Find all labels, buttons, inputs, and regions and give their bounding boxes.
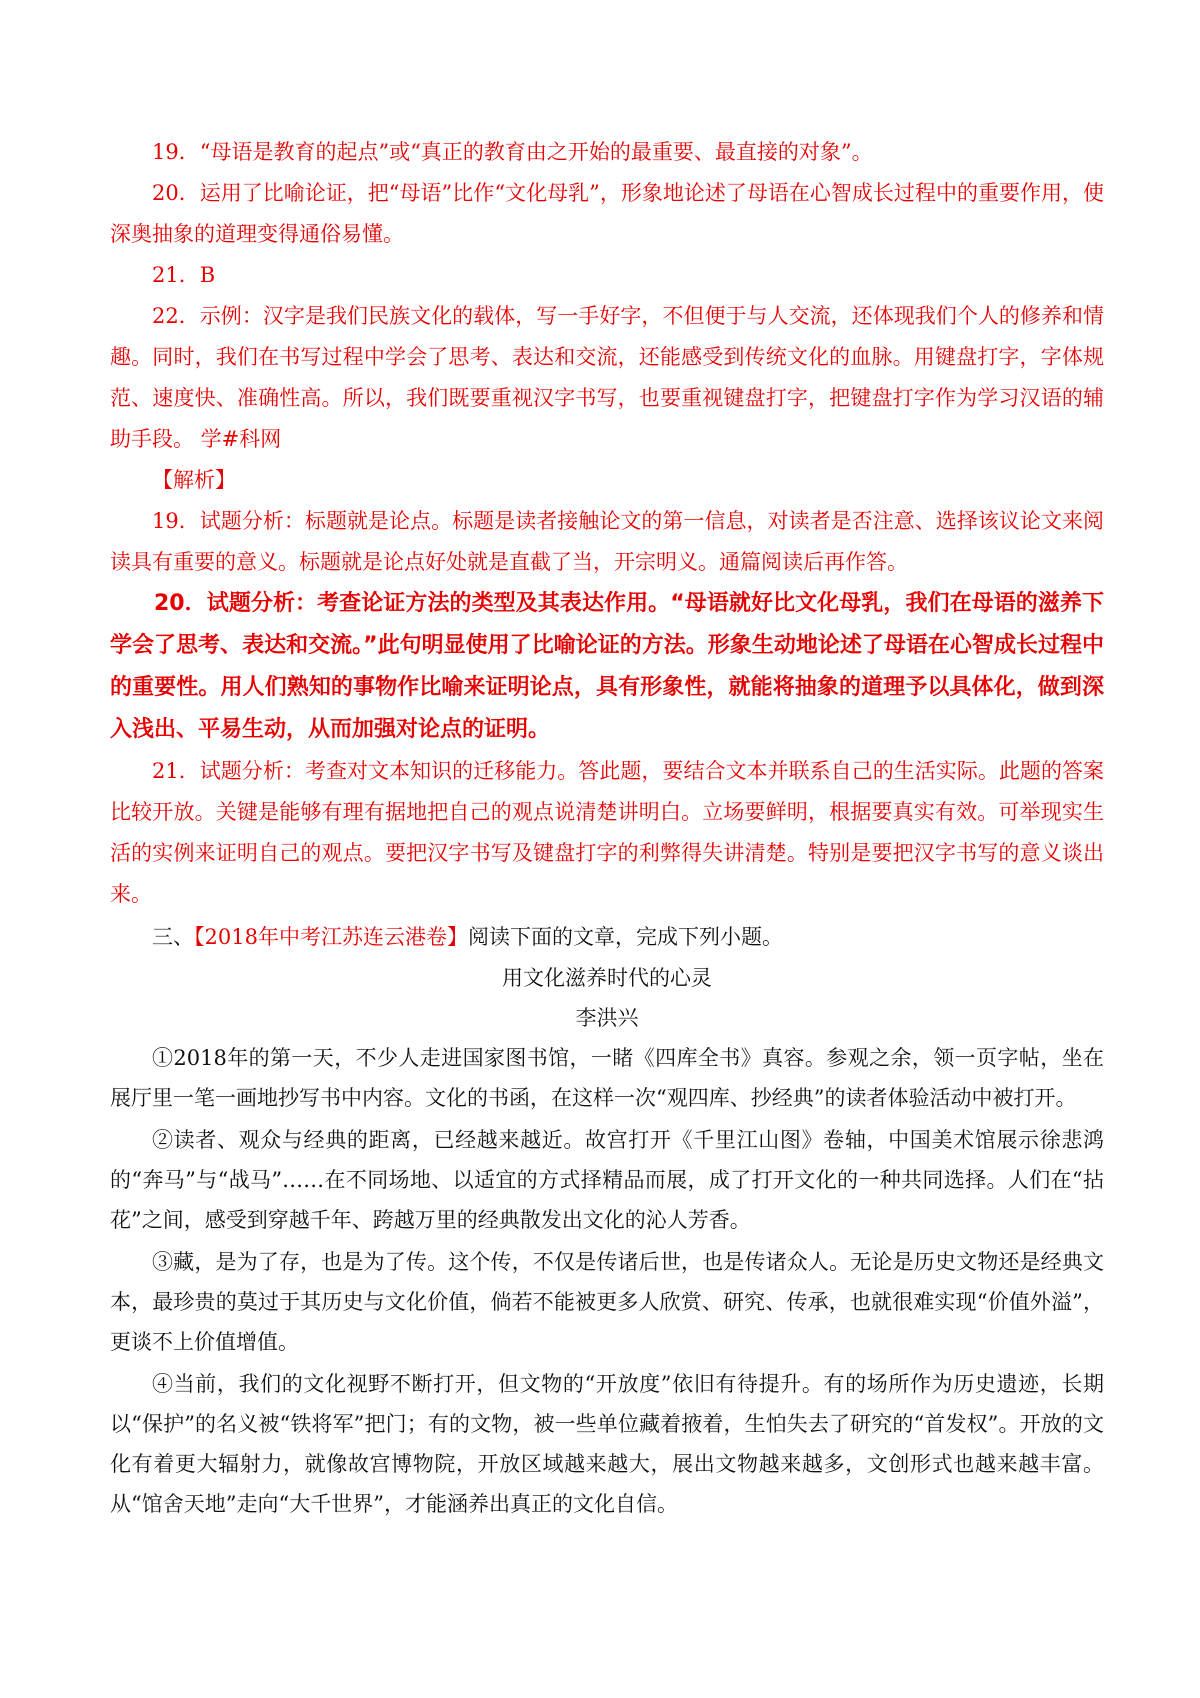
section-3-heading bbox=[110, 917, 1104, 958]
section-3-instruction: 阅读下面的文章，完成下列小题。 bbox=[467, 925, 783, 949]
section-3-prefix: 三、 bbox=[152, 925, 194, 949]
essay-paragraph-1: ①2018年的第一天，不少人走进国家图书馆，一睹《四库全书》真容。参观之余，领一页字帖，坐在展厅里一笔一画地抄写书中内容。文化的书函，在这样一次“观四库、抄经典”的读者体验活动中被打开。 bbox=[110, 1046, 1104, 1110]
analysis-label: 【解析】 bbox=[152, 468, 236, 492]
essay-paragraph-4: ④当前，我们的文化视野不断打开，但文物的“开放度”依旧有待提升。有的场所作为历史遗迹，长期以“保护”的名义被“铁将军”把门；有的文物，被一些单位藏着掖着，生怕失去了研究的“首发权”。开放的文化有着更大辐射力，就像故宫博物院，开放区域越来越大，展出文物越来越多，文创形式也越来越丰富。从“馆舍天地”走向“大千世界”，才能涵养出真正的文化自信。 bbox=[110, 1372, 1104, 1516]
essay-paragraph-3: ③藏，是为了存，也是为了传。这个传，不仅是传诸后世，也是传诸众人。无论是历史文物还是经典文本，最珍贵的莫过于其历史与文化价值，倘若不能被更多人欣赏、研究、传承，也就很难实现“价值外溢”，更谈不上价值增值。 bbox=[110, 1250, 1104, 1354]
answer-19: 19．“母语是教育的起点”或“真正的教育由之开始的最重要、最直接的对象”。 bbox=[152, 140, 873, 164]
essay-author: 李洪兴 bbox=[575, 1006, 639, 1030]
answer-20: 20．运用了比喻论证，把“母语”比作“文化母乳”，形象地论述了母语在心智成长过程中的重要作用，使深奥抽象的道理变得通俗易懂。 bbox=[110, 181, 1104, 246]
answer-22: 22．示例：汉字是我们民族文化的载体，写一手好字，不但便于与人交流，还体现我们个人的修养和情趣。同时，我们在书写过程中学会了思考、表达和交流，还能感受到传统文化的血脉。用键盘打字，字体规范、速度快、准确性高。所以，我们既要重视汉字书写，也要重视键盘打字，把键盘打字作为学习汉语的辅助手段。 学#科网 bbox=[110, 304, 1104, 451]
essay-title: 用文化滋养时代的心灵 bbox=[502, 966, 712, 990]
essay bbox=[110, 958, 1104, 1524]
analysis-21: 21．试题分析：考查对文本知识的迁移能力。答此题，要结合文本并联系自己的生活实际。此题的答案比较开放。关键是能够有理有据地把自己的观点说清楚讲明白。立场要鲜明，根据要真实有效。可举现实生活的实例来证明自己的观点。要把汉字书写及键盘打字的利弊得失讲清楚。特别是要把汉字书写的意义谈出来。 bbox=[110, 759, 1104, 906]
analysis-20: 20．试题分析：考查论证方法的类型及其表达作用。“母语就好比文化母乳，我们在母语的滋养下学会了思考、表达和交流。”此句明显使用了比喻论证的方法。形象生动地论述了母语在心智成长过程中的重要性。用人们熟知的事物作比喻来证明论点，具有形象性，就能将抽象的道理予以具体化，做到深入浅出、平易生动，从而加强对论点的证明。 bbox=[110, 591, 1104, 742]
section-3-source: 【2018年中考江苏连云港卷】 bbox=[194, 925, 468, 949]
answer-21: 21．B bbox=[152, 263, 216, 287]
analysis-19: 19．试题分析：标题就是论点。标题是读者接触论文的第一信息，对读者是否注意、选择该议论文来阅读具有重要的意义。标题就是论点好处就是直截了当，开宗明义。通篇阅读后再作答。 bbox=[110, 509, 1104, 574]
essay-paragraph-2: ②读者、观众与经典的距离，已经越来越近。故宫打开《千里江山图》卷轴，中国美术馆展示徐悲鸿的“奔马”与“战马”……在不同场地、以适宜的方式择精品而展，成了打开文化的一种共同选择。人们在“拈花”之间，感受到穿越千年、跨越万里的经典散发出文化的沁人芳香。 bbox=[110, 1128, 1104, 1232]
